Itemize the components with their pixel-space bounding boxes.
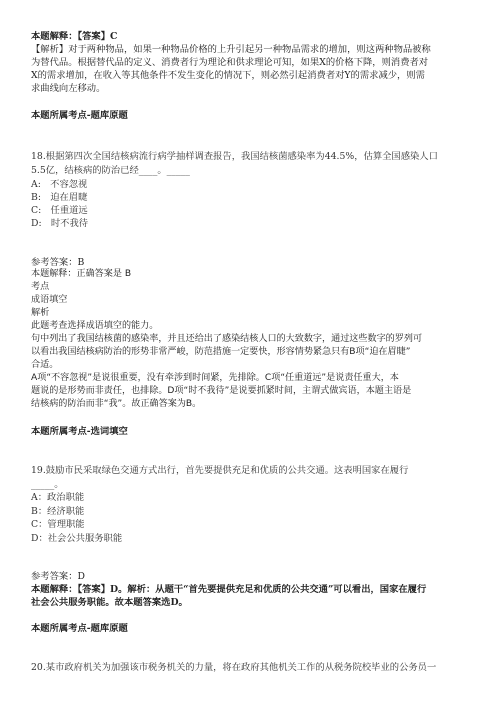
q19-stem-line: 19.鼓励市民采取绿色交通方式出行，首先要提供充足和优质的公共交通。这表明国家在履行 (31, 465, 409, 476)
q17-answer-line: 本题解释：【答案】C (31, 31, 118, 42)
q19-option-a: A：政治职能 (31, 492, 85, 503)
q18-body-line: 结核病的防治而非“我”。故正确答案为B。 (31, 399, 202, 409)
q17-explain-line: 求曲线向左移动。 (31, 83, 106, 94)
q18-body-line: 句中列出了我国结核菌的感染率，并且还给出了感染结核人口的大致数字，通过这些数字的罗列可 (31, 334, 423, 344)
q18-option-c: C: 任重道远 (31, 205, 88, 216)
q18-category: 本题所属考点-选词填空 (31, 426, 128, 437)
q19-option-d: D：社会公共服务职能 (31, 533, 123, 544)
q19-category: 本题所属考点-题库原题 (31, 623, 128, 634)
q18-body-line: 题说的是形势而非责任，也排除。D项“时不我待”是说要抓紧时间，主谓式做宾语，本题主语是 (31, 386, 412, 396)
q19-option-b: B：经济职能 (31, 506, 85, 517)
q17-explain-line: 为替代品。根据替代品的定义、消费者行为理论和供求理论可知，如果X的价格下降，则消费者对 (31, 57, 429, 68)
q18-body-line: 此题考查选择成语填空的能力。 (31, 321, 159, 331)
q18-jiexi-label: 解析 (31, 308, 50, 318)
q18-body-line: A项“不容忽视”是说很重要，没有牵涉到时间紧，先排除。C项“任重道远”是说责任重大，本 (31, 373, 399, 383)
q18-kaodian-label: 考点 (31, 282, 50, 292)
q19-explain-line: 社会公共服务职能。故本题答案选D。 (31, 597, 188, 608)
q18-reference-answer: 参考答案：B (31, 257, 85, 268)
q18-answer-line: 本题解释：正确答案是 B (31, 269, 132, 279)
q18-option-b: B: 迫在眉睫 (31, 192, 88, 203)
q18-body-line: 以看出我国结核病防治的形势非常严峻，防范措施一定要快，形容情势紧急只有B项“迫在眉睫” (31, 347, 411, 357)
q18-stem-line: 5.5亿，结核病的防治已经____。_____ (31, 165, 190, 176)
q18-body-line: 合适。 (31, 360, 59, 370)
q20-stem-line: 20.某市政府机关为加强该市税务机关的力量，将在政府其他机关工作的从税务院校毕业的公务员一 (31, 662, 437, 673)
q19-stem-line: _____。 (31, 479, 64, 490)
q19-option-c: C：管理职能 (31, 519, 85, 530)
q18-option-d: D: 时不我待 (31, 218, 89, 229)
q18-topic: 成语填空 (31, 295, 68, 305)
q18-stem-line: 18.根据第四次全国结核病流行病学抽样调查报告，我国结核菌感染率为44.5%，估算全国感染人口 (31, 151, 438, 162)
q17-category: 本题所属考点-题库原题 (31, 110, 128, 121)
q19-explain-line: 本题解释：【答案】D。解析：从题干“首先要提供充足和优质的公共交通”可以看出，国家在履行 (31, 584, 427, 595)
q18-option-a: A: 不容忽视 (31, 179, 88, 190)
q17-explain-line: X的需求增加，在收入等其他条件不发生变化的情况下，则必然引起消费者对Y的需求减少，则需 (31, 70, 425, 81)
q17-explain-line: 【解析】对于两种物品，如果一种物品价格的上升引起另一种物品需求的增加，则这两种物品被称 (31, 44, 431, 55)
q19-reference-answer: 参考答案：D (31, 571, 85, 582)
